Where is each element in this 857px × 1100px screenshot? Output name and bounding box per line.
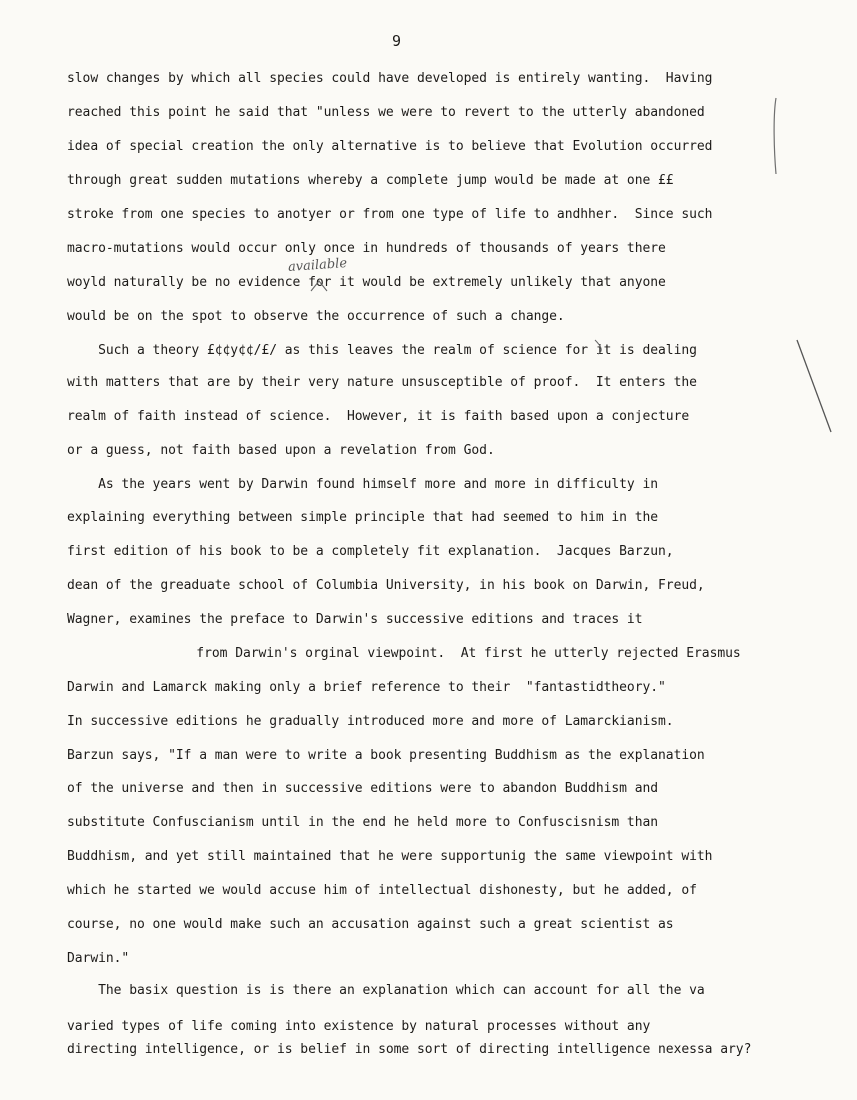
text-line: The basix question is is there an explanation which can account for all the va (67, 983, 705, 998)
text-line: Barzun says, "If a man were to write a book presenting Buddhism as the explanation (67, 748, 705, 763)
page-number: 9 (392, 32, 402, 50)
text-line: course, no one would make such an accusation against such a great scientist as (67, 917, 674, 932)
text-line: explaining everything between simple principle that had seemed to him in the (67, 510, 659, 525)
text-line: idea of special creation the only alternative is to believe that Evolution occurred (67, 139, 713, 154)
handwritten-insertion: available (287, 255, 348, 276)
text-line: As the years went by Darwin found himself more and more in difficulty in (67, 477, 659, 492)
text-line: which he started we would accuse him of intellectual dishonesty, but he added, of (67, 883, 697, 898)
text-line: Wagner, examines the preface to Darwin's successive editions and traces it (67, 612, 643, 627)
margin-bracket-mark (772, 96, 782, 176)
text-line: Darwin." (67, 951, 130, 966)
text-line: woyld naturally be no evidence for it would be extremely unlikely that anyone (67, 275, 666, 290)
text-line: would be on the spot to observe the occurrence of such a change. (67, 309, 565, 324)
text-line: reached this point he said that "unless we were to revert to the utterly abandoned (67, 105, 705, 120)
text-line: Such a theory £¢¢y¢¢/£/ as this leaves the realm of science for it is dealing (67, 343, 697, 358)
text-line: of the universe and then in successive editions were to abandon Buddhism and (67, 781, 659, 796)
text-line: first edition of his book to be a completely fit explanation. Jacques Barzun, (67, 544, 674, 559)
text-line: substitute Confuscianism until in the end he held more to Confuscisnism than (67, 815, 659, 830)
text-line: Buddhism, and yet still maintained that he were supportunig the same viewpoint with (67, 849, 713, 864)
margin-slash-mark (795, 336, 835, 436)
text-line: Darwin and Lamarck making only a brief reference to their "fantastidtheory." (67, 680, 666, 695)
text-line: varied types of life coming into existence by natural processes without any (67, 1019, 651, 1034)
text-line: realm of faith instead of science. However, it is faith based upon a conjecture (67, 409, 690, 424)
text-line: from Darwin's orginal viewpoint. At first he utterly rejected Erasmus (33, 646, 741, 661)
text-line: In successive editions he gradually introduced more and more of Lamarckianism. (67, 714, 674, 729)
text-line: through great sudden mutations whereby a complete jump would be made at one ££ (67, 173, 674, 188)
text-line: directing intelligence, or is belief in some sort of directing intelligence nexessa ary? (67, 1042, 752, 1057)
text-line: dean of the greaduate school of Columbia University, in his book on Darwin, Freud, (67, 578, 705, 593)
text-line: macro-mutations would occur only once in hundreds of thousands of years there (67, 241, 666, 256)
text-line: slow changes by which all species could have developed is entirely wanting. Having (67, 71, 713, 86)
text-line: with matters that are by their very nature unsusceptible of proof. It enters the (67, 375, 697, 390)
text-line: or a guess, not faith based upon a revelation from God. (67, 443, 495, 458)
text-line: stroke from one species to anotyer or from one type of life to andhher. Since such (67, 207, 713, 222)
